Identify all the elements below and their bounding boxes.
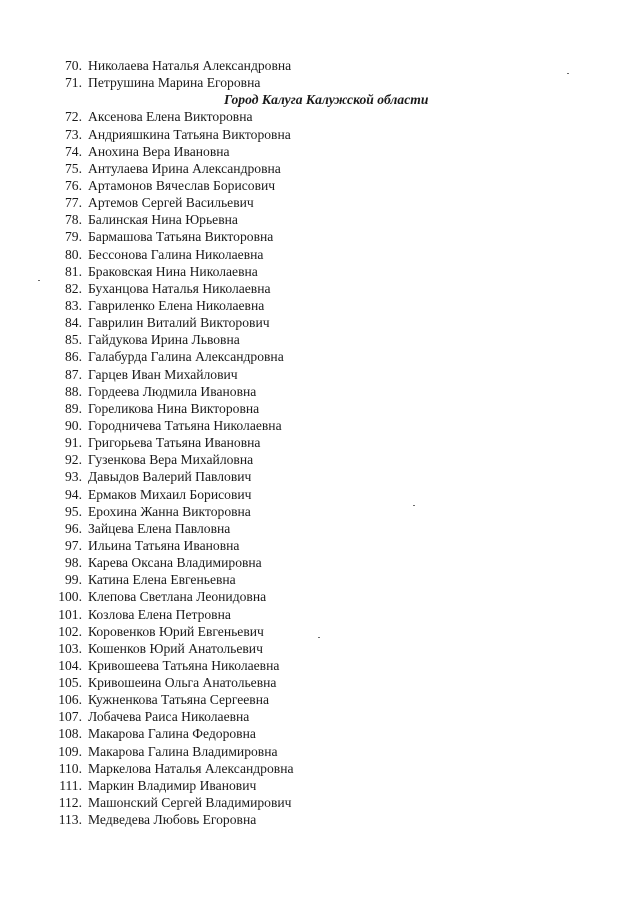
list-item [0, 246, 640, 263]
item-number: 72. [65, 109, 82, 125]
person-name: Маркелова Наталья Александровна [88, 760, 294, 776]
list-item [0, 263, 640, 280]
person-name: Кошенков Юрий Анатольевич [88, 640, 263, 656]
person-name: Зайцева Елена Павловна [88, 520, 231, 536]
person-name: Гарцев Иван Михайлович [88, 366, 238, 382]
item-number: 85. [65, 332, 82, 348]
list-item [0, 777, 640, 794]
item-number: 109. [58, 743, 82, 759]
person-name: Клепова Светлана Леонидовна [88, 589, 267, 605]
item-number: 71. [65, 75, 82, 91]
person-name: Петрушина Марина Егоровна [88, 75, 261, 91]
list-item [0, 434, 640, 451]
list-item [0, 400, 640, 417]
list-item [0, 126, 640, 143]
item-number: 96. [65, 520, 82, 536]
item-number: 73. [65, 126, 82, 142]
person-name: Гузенкова Вера Михайловна [88, 452, 254, 468]
item-number: 75. [65, 160, 82, 176]
list-item [0, 297, 640, 314]
person-name: Анохина Вера Ивановна [88, 143, 230, 159]
item-number: 110. [58, 760, 82, 776]
item-number: 98. [65, 555, 82, 571]
person-name: Ермаков Михаил Борисович [88, 486, 252, 502]
scan-speck [413, 505, 415, 506]
item-number: 84. [65, 315, 82, 331]
person-name: Кужненкова Татьяна Сергеевна [88, 692, 270, 708]
person-name: Козлова Елена Петровна [88, 606, 231, 622]
list-item [0, 811, 640, 828]
person-name: Гайдукова Ирина Львовна [88, 332, 240, 348]
person-name: Андрияшкина Татьяна Викторовна [88, 126, 291, 142]
list-item [0, 537, 640, 554]
item-number: 74. [65, 143, 82, 159]
item-number: 90. [65, 417, 82, 433]
list-item [0, 160, 640, 177]
item-number: 80. [65, 246, 82, 262]
list-item [0, 451, 640, 468]
item-number: 86. [65, 349, 82, 365]
item-number: 103. [58, 640, 82, 656]
list-item [0, 520, 640, 537]
item-number: 112. [58, 795, 82, 811]
list-item [0, 366, 640, 383]
item-number: 93. [65, 469, 82, 485]
person-name: Балинская Нина Юрьевна [88, 212, 238, 228]
item-number: 76. [65, 177, 82, 193]
item-number: 89. [65, 400, 82, 416]
list-item [0, 331, 640, 348]
person-name: Карева Оксана Владимировна [88, 555, 262, 571]
item-number: 82. [65, 280, 82, 296]
person-name: Гореликова Нина Викторовна [88, 400, 260, 416]
list-item [0, 211, 640, 228]
item-number: 113. [58, 812, 82, 828]
section-heading: Город Калуга Калужской области [224, 92, 429, 108]
list-item [0, 623, 640, 640]
list-item [0, 228, 640, 245]
person-name: Медведева Любовь Егоровна [88, 812, 257, 828]
list-item [0, 348, 640, 365]
list-item [0, 314, 640, 331]
person-name: Галабурда Галина Александровна [88, 349, 284, 365]
person-name: Браковская Нина Николаевна [88, 263, 258, 279]
list-item [0, 674, 640, 691]
item-number: 81. [65, 263, 82, 279]
item-number: 77. [65, 195, 82, 211]
person-name: Давыдов Валерий Павлович [88, 469, 252, 485]
person-name: Гаврилин Виталий Викторович [88, 315, 270, 331]
list-item [0, 194, 640, 211]
item-number: 83. [65, 297, 82, 313]
list-item [0, 794, 640, 811]
person-name: Макарова Галина Владимировна [88, 743, 278, 759]
item-number: 95. [65, 503, 82, 519]
person-name: Городничева Татьяна Николаевна [88, 417, 282, 433]
person-name: Кривошеева Татьяна Николаевна [88, 657, 280, 673]
person-name: Артемов Сергей Васильевич [88, 195, 254, 211]
person-name: Буханцова Наталья Николаевна [88, 280, 271, 296]
list-item [0, 725, 640, 742]
item-number: 99. [65, 572, 82, 588]
item-number: 111. [59, 777, 82, 793]
person-name: Бармашова Татьяна Викторовна [88, 229, 274, 245]
person-name: Бессонова Галина Николаевна [88, 246, 264, 262]
person-name: Макарова Галина Федоровна [88, 726, 256, 742]
list-item [0, 108, 640, 125]
person-name: Катина Елена Евгеньевна [88, 572, 236, 588]
list-item [0, 708, 640, 725]
person-name: Ильина Татьяна Ивановна [88, 537, 240, 553]
item-number: 106. [58, 692, 82, 708]
item-number: 105. [58, 675, 82, 691]
item-number: 104. [58, 657, 82, 673]
item-number: 78. [65, 212, 82, 228]
list-item [0, 760, 640, 777]
person-name: Гордеева Людмила Ивановна [88, 383, 257, 399]
list-item [0, 486, 640, 503]
person-name: Лобачева Раиса Николаевна [88, 709, 250, 725]
item-number: 94. [65, 486, 82, 502]
list-item [0, 691, 640, 708]
item-number: 79. [65, 229, 82, 245]
list-item [0, 143, 640, 160]
list-item [0, 503, 640, 520]
person-name: Николаева Наталья Александровна [88, 58, 292, 73]
person-name: Ерохина Жанна Викторовна [88, 503, 251, 519]
name-list [0, 57, 640, 828]
item-number: 100. [58, 589, 82, 605]
item-number: 87. [65, 366, 82, 382]
person-name: Гавриленко Елена Николаевна [88, 297, 265, 313]
item-number: 92. [65, 452, 82, 468]
person-name: Григорьева Татьяна Ивановна [88, 435, 261, 451]
list-item [0, 571, 640, 588]
list-item [0, 468, 640, 485]
scan-speck [318, 637, 320, 638]
list-item [0, 280, 640, 297]
list-item [0, 383, 640, 400]
person-name: Артамонов Вячеслав Борисович [88, 177, 276, 193]
person-name: Маркин Владимир Иванович [88, 777, 257, 793]
item-number: 91. [65, 435, 82, 451]
list-item [0, 588, 640, 605]
scan-speck [567, 73, 569, 74]
list-item [0, 57, 640, 74]
scan-speck [38, 280, 40, 281]
list-item [0, 657, 640, 674]
list-item [0, 554, 640, 571]
person-name: Аксенова Елена Викторовна [88, 109, 253, 125]
item-number: 70. [65, 58, 82, 73]
list-item [0, 743, 640, 760]
list-item [0, 606, 640, 623]
item-number: 102. [58, 623, 82, 639]
list-item [0, 177, 640, 194]
item-number: 108. [58, 726, 82, 742]
person-name: Антулаева Ирина Александровна [88, 160, 281, 176]
list-item [0, 640, 640, 657]
item-number: 88. [65, 383, 82, 399]
item-number: 101. [58, 606, 82, 622]
list-item [0, 417, 640, 434]
person-name: Коровенков Юрий Евгеньевич [88, 623, 264, 639]
item-number: 107. [58, 709, 82, 725]
person-name: Машонский Сергей Владимирович [88, 795, 292, 811]
list-item [0, 74, 640, 91]
item-number: 97. [65, 537, 82, 553]
person-name: Кривошеина Ольга Анатольевна [88, 675, 277, 691]
